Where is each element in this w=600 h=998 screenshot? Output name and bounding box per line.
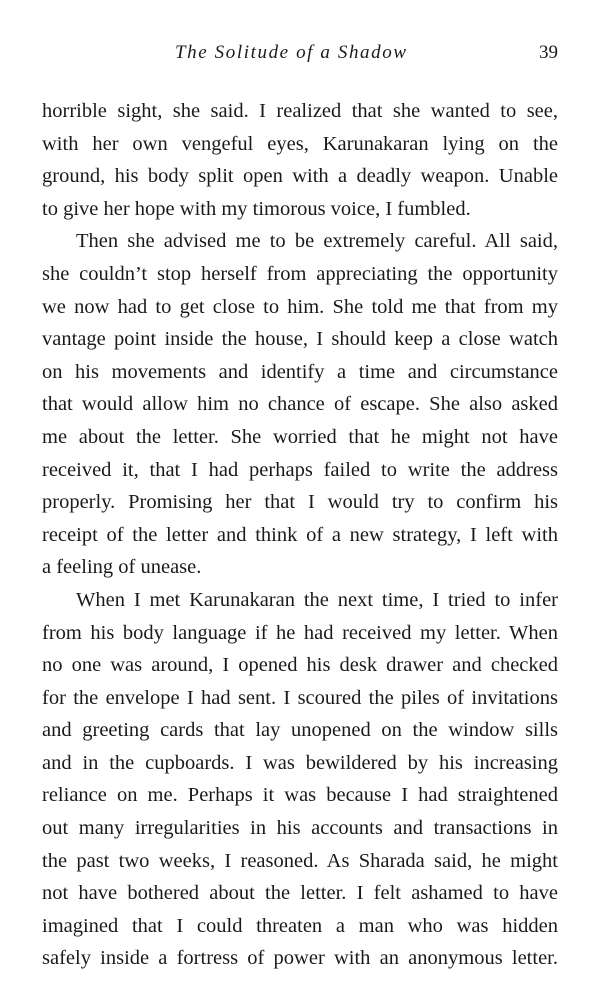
text-line: that would allow him no chance of escape. She also asked [42, 393, 558, 416]
text-line: we now had to get close to him. She told me that from my [42, 295, 558, 318]
text-line: me about the letter. She worried that he might not have [42, 425, 558, 448]
text-line: Then she advised me to be extremely careful. All said, [76, 230, 558, 253]
text-line: she couldn’t stop herself from appreciating the opportunity [42, 262, 558, 285]
text-line: vantage point inside the house, I should keep a close watch [42, 328, 558, 351]
running-title: The Solitude of a Shadow [175, 42, 408, 63]
text-line: the past two weeks, I reasoned. As Sharada said, he might [42, 849, 558, 872]
page-number: 39 [539, 42, 558, 63]
running-header [0, 42, 600, 72]
text-line: out many irregularities in his accounts and transactions in [42, 817, 558, 840]
text-line: When I met Karunakaran the next time, I tried to infer [76, 588, 558, 611]
text-line: safely inside a fortress of power with an anonymous letter. [42, 947, 558, 970]
text-line: with her own vengeful eyes, Karunakaran lying on the [42, 132, 558, 155]
text-line: and greeting cards that lay unopened on the window sills [42, 719, 558, 742]
text-line: ground, his body split open with a deadly weapon. Unable [42, 165, 558, 188]
text-line: a feeling of unease. [42, 556, 202, 579]
text-line: not have bothered about the letter. I felt ashamed to have [42, 882, 558, 905]
text-line: imagined that I could threaten a man who was hidden [42, 914, 558, 937]
text-line: received it, that I had perhaps failed to write the address [42, 458, 558, 481]
text-line: properly. Promising her that I would try to confirm his [42, 491, 558, 514]
text-line: receipt of the letter and think of a new strategy, I left with [42, 523, 558, 546]
text-line: from his body language if he had received my letter. When [42, 621, 558, 644]
text-line: and in the cupboards. I was bewildered by his increasing [42, 751, 558, 774]
text-line: to give her hope with my timorous voice, I fumbled. [42, 197, 471, 220]
text-line: reliance on me. Perhaps it was because I had straightened [42, 784, 558, 807]
body-text [42, 95, 558, 975]
text-line: horrible sight, she said. I realized that she wanted to see, [42, 100, 558, 122]
text-line: for the envelope I had sent. I scoured the piles of invitations [42, 686, 558, 709]
text-line: no one was around, I opened his desk drawer and checked [42, 654, 558, 677]
text-line: on his movements and identify a time and circumstance [42, 360, 558, 383]
